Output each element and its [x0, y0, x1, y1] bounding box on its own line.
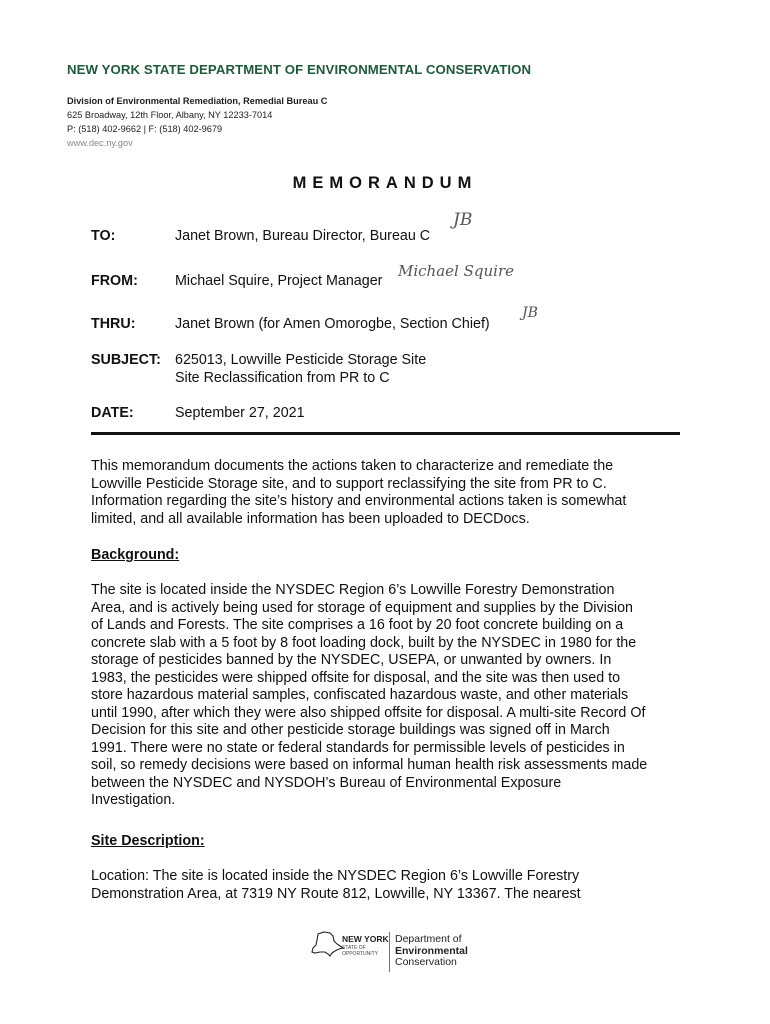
agency-name: NEW YORK STATE DEPARTMENT OF ENVIRONMENTAL CONSERVATION — [67, 62, 532, 77]
ny-logo-line: OPPORTUNITY — [342, 950, 379, 957]
text-line: 1983, the pesticides were shipped offsite for disposal, and the site was then used to — [91, 669, 621, 686]
header-rule — [91, 432, 680, 435]
site-description-paragraph — [91, 868, 681, 903]
background-heading: Background: — [91, 547, 180, 563]
subject-line-2: Site Reclassification from PR to C — [175, 370, 390, 386]
ny-state-map-icon — [310, 930, 344, 960]
dept-line: Environmental — [395, 944, 468, 957]
to-value: Janet Brown, Bureau Director, Bureau C — [175, 228, 431, 244]
text-line: limited, and all available information has been uploaded to DECDocs. — [91, 510, 530, 527]
intro-paragraph — [91, 458, 681, 528]
text-line: storage of pesticides banned by the NYSDEC, USEPA, or unwanted by owners. In — [91, 652, 612, 668]
ny-logo-subtext — [342, 946, 378, 957]
memo-title: MEMORANDUM — [292, 174, 478, 192]
site-description-heading: Site Description: — [91, 833, 205, 849]
dec-logo-text — [395, 934, 468, 969]
from-label: FROM: — [91, 273, 138, 289]
subject-label: SUBJECT: — [91, 352, 161, 368]
text-line: 1991. There were no state or federal standards for permissible levels of pesticides in — [91, 739, 625, 756]
subject-line-1: 625013, Lowville Pesticide Storage Site — [175, 352, 427, 368]
background-paragraph — [91, 582, 681, 810]
text-line: Area, and is actively being used for storage of equipment and supplies by the Division — [91, 599, 634, 616]
to-initials: JB — [453, 210, 473, 230]
text-line: between the NYSDEC and NYSDOH’s Bureau of Environmental Exposure — [91, 774, 562, 791]
from-value: Michael Squire, Project Manager — [175, 273, 383, 289]
text-line: Investigation. — [91, 792, 176, 808]
text-line: The site is located inside the NYSDEC Region 6’s Lowville Forestry Demonstration — [91, 582, 615, 598]
thru-label: THRU: — [91, 316, 136, 332]
date-value: September 27, 2021 — [175, 405, 305, 421]
ny-logo-line: STATE OF — [342, 945, 366, 951]
website-line[interactable]: www.dec.ny.gov — [67, 138, 133, 148]
text-line: Information regarding the site’s history and environmental actions taken is somewhat — [91, 493, 627, 509]
text-line: Demonstration Area, at 7319 NY Route 812, Lowville, NY 13367. The nearest — [91, 885, 581, 902]
thru-value: Janet Brown (for Amen Omorogbe, Section Chief) — [175, 316, 490, 332]
address-line: 625 Broadway, 12th Floor, Albany, NY 12233-7014 — [67, 110, 273, 120]
to-label: TO: — [91, 228, 116, 244]
dept-line: Conservation — [395, 956, 457, 968]
dept-line: Department of — [395, 933, 462, 945]
division-line: Division of Environmental Remediation, Remedial Bureau C — [67, 96, 328, 106]
text-line: Decision for this site and other pesticide storage buildings was signed off in March — [91, 722, 610, 738]
text-line: concrete slab with a 5 foot by 8 foot loading dock, built by the NYSDEC in 1980 for the — [91, 634, 637, 651]
text-line: Lowville Pesticide Storage site, and to support reclassifying the site from PR to C. — [91, 475, 607, 492]
text-line: Location: The site is located inside the NYSDEC Region 6’s Lowville Forestry — [91, 868, 580, 884]
date-label: DATE: — [91, 405, 134, 421]
text-line: until 1990, after which they were also shipped offsite for disposal. A multi-site Record Of — [91, 704, 646, 721]
phone-line: P: (518) 402-9662 | F: (518) 402-9679 — [67, 124, 223, 134]
text-line: of Lands and Forests. The site comprises a 16 foot by 20 foot concrete building on a — [91, 617, 624, 633]
text-line: store hazardous material samples, confiscated hazardous waste, and other materials — [91, 687, 629, 703]
from-signature: Michael Squire — [398, 262, 514, 280]
ny-logo-text: NEW YORK — [342, 934, 389, 944]
text-line: This memorandum documents the actions taken to characterize and remediate the — [91, 458, 614, 474]
footer-divider — [389, 932, 390, 972]
thru-initials: JB — [522, 305, 538, 321]
text-line: soil, so remedy decisions were based on informal human health risk assessments made — [91, 757, 648, 773]
